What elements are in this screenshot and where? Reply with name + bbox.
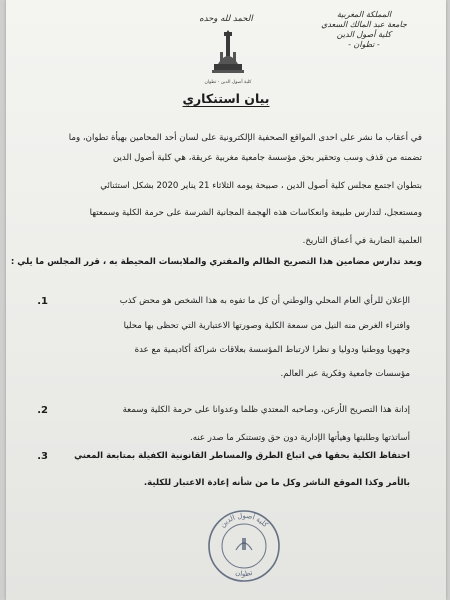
- item-1-number: 1.: [37, 296, 48, 307]
- invocation-text: الحمد لله وحده: [199, 14, 253, 24]
- letterhead-line-4: - تطوان -: [348, 40, 380, 49]
- item-2-line-2: أساتذتها وطلبتها وهيأتها الإدارية دون حق وتستنكر ما صدر عنه.: [189, 433, 410, 443]
- faculty-stamp-icon: [206, 508, 282, 584]
- svg-text:كلية أصول الدين: [219, 512, 270, 530]
- item-1-line-3: وجهويا ووطنيا ودوليا و نظرا لارتباط المؤسسة بعلاقات شراكة أكاديمية مع عدة: [134, 345, 410, 355]
- letterhead-line-1: المملكة المغربية: [336, 10, 392, 19]
- item-1-line-2: وافتراء الغرض منه النيل من سمعة الكلية وصورتها الاعتبارية التي تحظى بها محليا: [123, 321, 410, 331]
- faculty-logo-icon: [206, 30, 250, 80]
- decision-line: وبعد تدارس مضامين هذا التصريح الظالم والمفتري والملابسات المحيطة به ، قرر المجلس ما يلي :: [10, 257, 422, 267]
- letterhead-line-3: كلية أصول الدين: [336, 30, 392, 39]
- item-2-number: 2.: [37, 405, 48, 416]
- intro-line-2: تضمنه من قذف وسب وتحقير بحق مؤسسة جامعية مغربية عريقة، هي كلية أصول الدين: [113, 153, 422, 163]
- svg-text:تطوان: [234, 569, 253, 579]
- logo-caption: كلية أصول الدين - تطوان: [204, 80, 252, 85]
- intro-line-1: في أعقاب ما نشر على احدى المواقع الصحفية الإلكترونية على لسان أحد المحامين بهيأة تطوان، وما: [68, 133, 422, 143]
- intro-line-5: العلمية الضاربة في أعماق التاريخ.: [302, 236, 422, 246]
- document-title: بيان استنكاري: [182, 91, 270, 106]
- item-3-line-2: بالأمر وكذا الموقع الناشر وكل ما من شأنه إعادة الاعتبار للكلية.: [143, 478, 410, 488]
- stamp-top-text: كلية أصول الدين: [218, 511, 270, 529]
- intro-line-3: بتطوان اجتمع مجلس كلية أصول الدين ، صبيحة يومه الثلاثاء 21 يناير 2020 بشكل استثنائي: [100, 181, 422, 191]
- intro-line-4: ومستعجل، لتدارس طبيعة وانعكاسات هذه الهجمة المجانية الشرسة على حرمة الكلية وسمعتها: [89, 208, 422, 218]
- letterhead-right: [304, 10, 424, 50]
- document-page: [6, 0, 446, 600]
- item-3-line-1: احتفاظ الكلية بحقها في اتباع الطرق والمساطر القانونية الكفيلة بمتابعة المعني: [74, 451, 410, 461]
- item-1-line-1: الإعلان للرأي العام المحلي والوطني أن كل ما تفوه به هذا الشخص هو محض كذب: [119, 296, 410, 306]
- item-1-line-4: مؤسسات جامعية وفكرية عبر العالم.: [280, 369, 410, 379]
- letterhead-line-2: جامعة عبد المالك السعدي: [321, 20, 407, 29]
- stamp-bottom-text: تطوان: [234, 568, 254, 579]
- item-2-line-1: إدانة هذا التصريح الأرعن، وصاحبه المعتدي ظلما وعدوانا على حرمة الكلية وسمعة: [122, 405, 410, 415]
- item-3-number: 3.: [37, 451, 48, 462]
